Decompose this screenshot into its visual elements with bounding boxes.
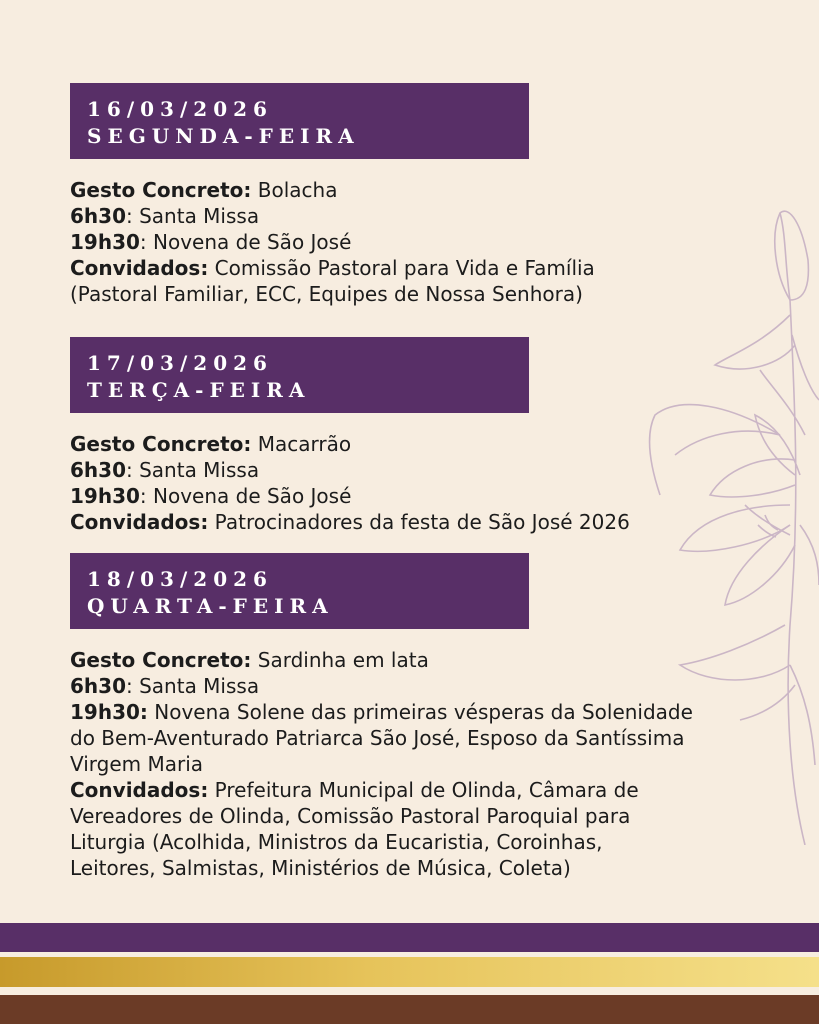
day-details-3 (70, 647, 730, 881)
gesto-line: Gesto Concreto: Macarrão (70, 432, 352, 456)
novena-line: 19h30: Novena de São José (70, 230, 352, 254)
day-details-2 (70, 431, 730, 535)
day-date: 18/03/2026 (87, 567, 273, 591)
missa-line: 6h30: Santa Missa (70, 204, 260, 228)
day-weekday: QUARTA-FEIRA (87, 594, 334, 618)
convidados-line: Convidados: Prefeitura Municipal de Olinda, Câmara de Vereadores de Olinda, Comissão Pastoral Paroquial para Liturgia (Acolhida, Ministros da Eucaristia, Coroinhas, Leitores, Salmistas, Ministérios de Música, Coleta) (70, 778, 639, 880)
convidados-line: Convidados: Patrocinadores da festa de São José 2026 (70, 510, 630, 534)
day-header-2 (70, 337, 529, 413)
brown-stripe (0, 995, 819, 1024)
gold-stripe (0, 957, 819, 987)
gesto-line: Gesto Concreto: Bolacha (70, 178, 338, 202)
purple-stripe (0, 923, 819, 952)
novena-line: 19h30: Novena de São José (70, 484, 352, 508)
day-date: 17/03/2026 (87, 351, 273, 375)
gesto-line: Gesto Concreto: Sardinha em lata (70, 648, 429, 672)
day-header-1 (70, 83, 529, 159)
day-weekday: SEGUNDA-FEIRA (87, 124, 360, 148)
day-date: 16/03/2026 (87, 97, 273, 121)
day-header-3 (70, 553, 529, 629)
missa-line: 6h30: Santa Missa (70, 674, 260, 698)
novena-line: 19h30: Novena Solene das primeiras vésperas da Solenidade do Bem-Aventurado Patriarca São José, Esposo da Santíssima Virgem Maria (70, 700, 693, 776)
day-weekday: TERÇA-FEIRA (87, 378, 311, 402)
convidados-line: Convidados: Comissão Pastoral para Vida e Família (Pastoral Familiar, ECC, Equipes de Nossa Senhora) (70, 256, 595, 306)
day-details-1 (70, 177, 730, 307)
missa-line: 6h30: Santa Missa (70, 458, 260, 482)
